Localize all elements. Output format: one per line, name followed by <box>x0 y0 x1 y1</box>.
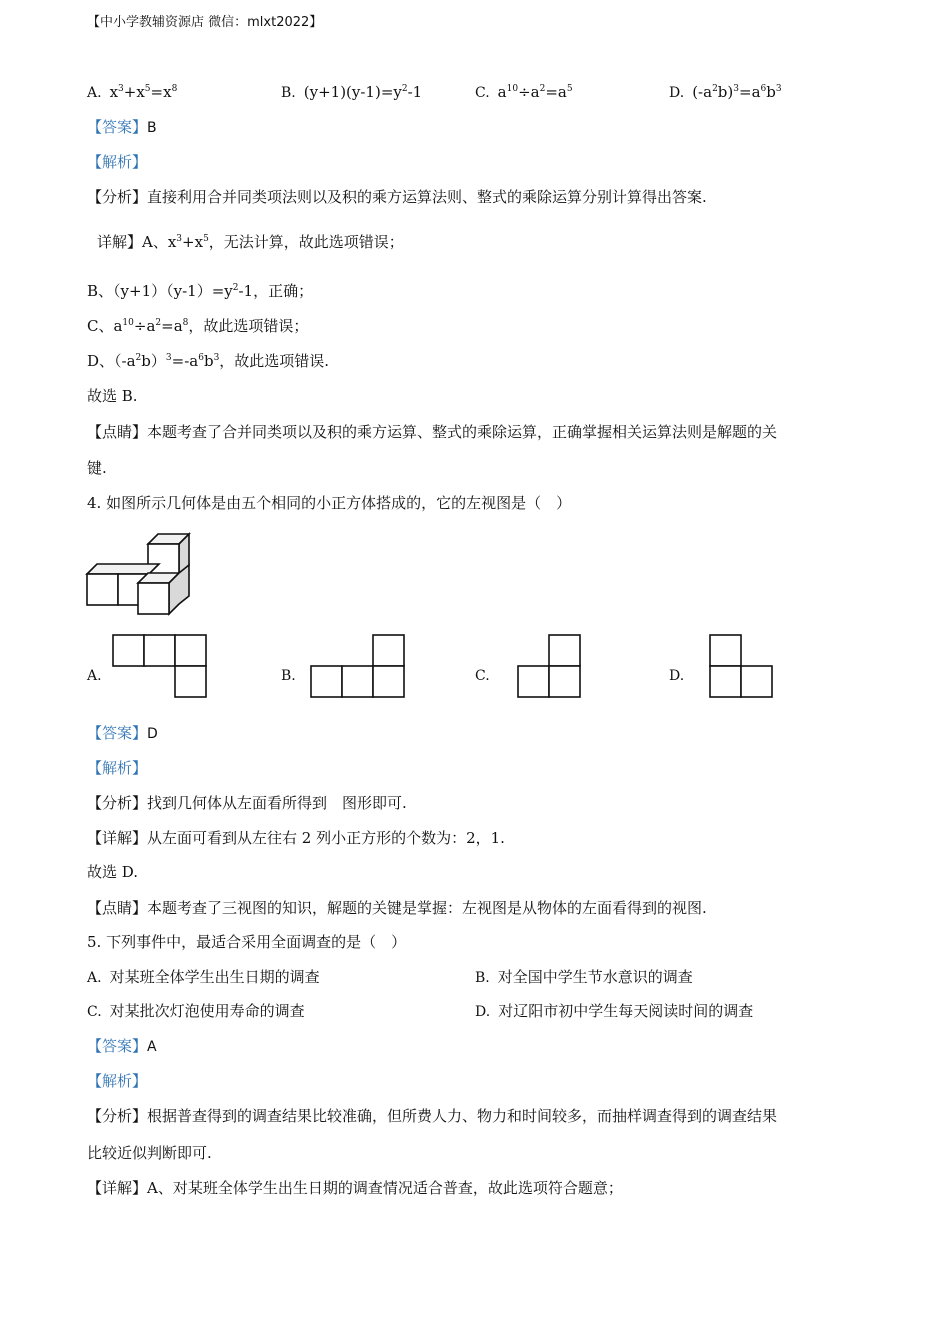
q5-analysis-tag: 【解析】 <box>87 1072 148 1090</box>
q4-stem: 4. 如图所示几何体是由五个相同的小正方体搭成的，它的左视图是（ ） <box>87 494 572 512</box>
q5-option-d[interactable]: D. 对辽阳市初中学生每天阅读时间的调查 <box>475 1002 754 1020</box>
q3-option-a[interactable]: A. $x^3+x^5=x^8$ <box>87 83 178 101</box>
q3-answer: 【答案】B <box>87 118 157 136</box>
q3-option-b[interactable]: B. $(y+1)(y-1)=y^2-1$ <box>281 83 423 101</box>
q3-choose: 故选 B. <box>87 387 138 405</box>
q4-option-d-figure[interactable] <box>709 634 775 698</box>
q3-option-c[interactable]: C. $a^{10}\div a^2=a^5$ <box>475 83 573 101</box>
q5-option-a[interactable]: A. 对某班全体学生出生日期的调查 <box>87 968 320 986</box>
q4-option-c-figure[interactable] <box>517 634 583 698</box>
q3-dianjing: 【点睛】本题考查了合并同类项以及积的乘方运算、整式的乘除运算，正确掌握相关运算法则是解题的关 <box>87 423 778 441</box>
q3-detail-c: C、$a^{10}\div a^2=a^8$，故此选项错误； <box>87 317 309 335</box>
q3-detail-d: D、$(-a^2b)^3=-a^6b^3$，故此选项错误. <box>87 352 330 370</box>
q4-choose: 故选 D. <box>87 863 139 881</box>
q4-option-b[interactable]: B. <box>281 668 296 684</box>
q5-stem: 5. 下列事件中，最适合采用全面调查的是（ ） <box>87 933 407 951</box>
q3-detail-a: 详解】A、$x^3+x^5$，无法计算，故此选项错误； <box>97 233 404 251</box>
q4-solid-figure <box>86 532 194 618</box>
q4-detail: 【详解】从左面可看到从左往右 2 列小正方形的个数为：2，1. <box>87 829 505 847</box>
q4-option-c[interactable]: C. <box>475 668 490 684</box>
q3-dianjing-cont: 键. <box>87 459 107 477</box>
q3-analysis-tag: 【解析】 <box>87 153 148 171</box>
q4-option-b-figure[interactable] <box>310 634 406 698</box>
q5-fenxi: 【分析】根据普查得到的调查结果比较准确，但所费人力、物力和时间较多，而抽样调查得到的调查结果 <box>87 1107 778 1125</box>
q4-fenxi: 【分析】找到几何体从左面看所得到 图形即可. <box>87 794 407 812</box>
q4-option-a-figure[interactable] <box>112 634 208 698</box>
q3-detail-b: B、$(y+1)(y-1)=y^2-1$，正确； <box>87 282 314 300</box>
q5-option-b[interactable]: B. 对全国中学生节水意识的调查 <box>475 968 693 986</box>
q4-option-a[interactable]: A. <box>87 668 102 684</box>
q5-detail: 【详解】A、对某班全体学生出生日期的调查情况适合普查，故此选项符合题意； <box>87 1179 623 1197</box>
q5-option-c[interactable]: C. 对某批次灯泡使用寿命的调查 <box>87 1002 305 1020</box>
q5-fenxi-cont: 比较近似判断即可. <box>87 1144 212 1162</box>
q4-answer: 【答案】D <box>87 724 158 742</box>
page-header: 【中小学教辅资源店 微信：mlxt2022】 <box>87 15 323 30</box>
q4-analysis-tag: 【解析】 <box>87 759 148 777</box>
q4-dianjing: 【点睛】本题考查了三视图的知识，解题的关键是掌握：左视图是从物体的左面看得到的视图. <box>87 899 707 917</box>
q5-answer: 【答案】A <box>87 1037 157 1055</box>
q3-option-d[interactable]: D. $(-a^2b)^3=a^6b^3$ <box>669 83 782 101</box>
q3-fenxi: 【分析】直接利用合并同类项法则以及积的乘方运算法则、整式的乘除运算分别计算得出答案. <box>87 188 707 206</box>
q4-option-d[interactable]: D. <box>669 668 685 684</box>
